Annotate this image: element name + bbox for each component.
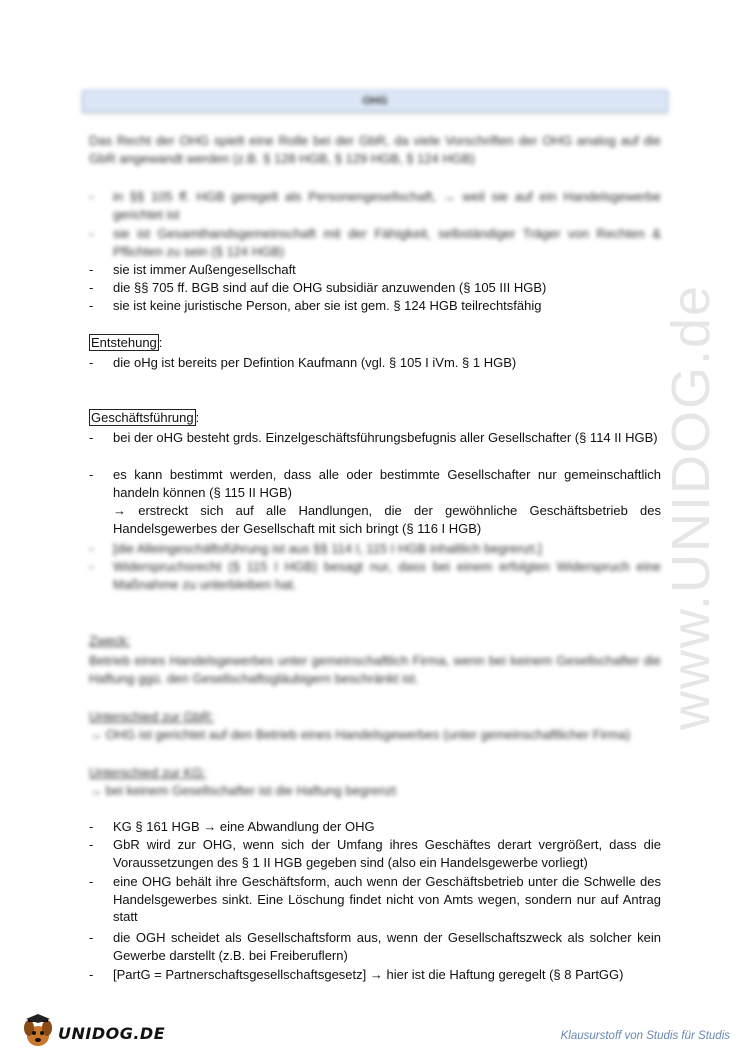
dog-icon bbox=[20, 1014, 56, 1050]
heading-unterschied-gbr: Unterschied zur GbR: bbox=[89, 709, 214, 724]
unterschied-kg-text: → bei keinem Gesellschafter ist die Haftung begrenzt bbox=[89, 783, 397, 798]
intro-paragraph: Das Recht der OHG spielt eine Rolle bei der GbR, da viele Vorschriften der OHG analog auf die GbR angewandt werden (z.B. § 128 HGB, § 129 HGB, § 124 HGB) bbox=[89, 133, 661, 166]
section-title: OHG bbox=[82, 90, 668, 112]
logo-text: UNIDOG.DE bbox=[58, 1024, 166, 1043]
heading-zweck: Zweck: bbox=[89, 633, 131, 648]
watermark: www.UNIDOG.de bbox=[661, 283, 721, 730]
footer-tagline: Klausurstoff von Studis für Studis bbox=[560, 1030, 730, 1042]
document-page: www.UNIDOG.de OHG Das Recht der OHG spielt eine Rolle bei der GbR, da viele Vorschriften der OHG analog auf die GbR angewandt werden (z.B. § 128 HGB, § 129 HGB, § 124 HGB) - in §§ 105 ff. HGB geregelt als Personengesellschaft, → weil sie auf ein Handelsgewerbe gerichtet ist - sie ist Gesamthandsgemeinschaft mit der Fähigkeit, selbständiger Träger von Rechten & Pflichten zu sein (§ 124 HGB) - sie ist immer Außengesellschaft - die §§ 705 ff. BGB sind auf die OHG subsidiär anzuwenden (§ 105 III HGB) - sie ist keine juristische Person, aber sie ist gem. § 124 HGB teilrechtsfähig Entstehung : - die oHg ist bereits per Defintion Kaufmann (vgl. § 105 I iVm. § 1 HGB) Geschäftsführung : - bei der oHG besteht grds. Einzelgeschäftsführungsbefugnis aller Gesellschafter (§ 114 II HGB) - es kann bestimmt werden, dass alle oder bestimmte Gesellschafter nur gemeinschaftlich handeln können (§ 115 II HGB) → erstreckt sich auf alle Handlungen, die der gewöhnliche Geschäftsbetrieb des Handelsgewerbes der Gesellschaft mit sich bringt (§ 116 I HGB) - [die Alleingeschäftsführung ist aus §§ 114 I, 115 I HGB inhaltlich begrenzt.] - Widerspruchsrecht (§ 115 I HGB) besagt nur, dass bei einem erfolgten Widerspruch eine Maßnahme zu unterbleiben hat. Zweck: Betrieb eines Handelsgewerbes unter gemeinschaftlich Firma, wenn bei keinem Gesellschafter die Haftung ggü. den Gesellschaftsgläubigern beschränkt ist. Unterschied zur GbR: → OHG ist gerichtet auf den Betrieb eines Handelsgewerbes (unter gemeinschaftlicher Firma) Unterschied zur KG: → bei keinem Gesellschafter ist die Haftung begrenzt - KG § 161 HGB → eine Abwandlung der OHG - GbR wird zur OHG, wenn sich der Umfang ihres Geschäftes derart vergrößert, dass die Voraussetzungen des § 1 II HGB gegeben sind (also ein Handelsgewerbe vorliegt) - eine OHG behält ihre Geschäftsform, auch wenn der Geschäftsbetrieb unter die Schwelle des Handelsgewerbes sinkt. Eine Löschung findet nicht von Amts wegen, sondern nur auf Antrag statt - die OGH scheidet als Gesellschaftsform aus, wenn der Gesellschaftszweck als solcher kein Gewerbe darstellt (z.B. bei Freiberuflern) - [PartG = Partnerschaftsgesellschaftsgesetz] → hier ist die Haftung geregelt (§ 8 PartGG) UNIDOG.DE Klausurstoff von Studis für Studis bbox=[0, 0, 750, 1059]
heading-geschaeftsfuehrung: Geschäftsführung : bbox=[91, 410, 200, 425]
unidog-logo bbox=[20, 1014, 170, 1054]
unterschied-gbr-text: → OHG ist gerichtet auf den Betrieb eines Handelsgewerbes (unter gemeinschaftlicher Firma) bbox=[89, 727, 631, 742]
heading-unterschied-kg: Unterschied zur KG: bbox=[89, 765, 207, 780]
list-subitem: → erstreckt sich auf alle Handlungen, die der gewöhnliche Geschäftsbetrieb des Handelsgewerbes der Gesellschaft mit sich bringt (§ 116 I HGB) bbox=[113, 503, 661, 536]
zweck-text: Betrieb eines Handelsgewerbes unter gemeinschaftlich Firma, wenn bei keinem Gesellschafter die Haftung ggü. den Gesellschaftsgläubigern beschränkt ist. bbox=[89, 653, 661, 686]
heading-entstehung: Entstehung : bbox=[91, 335, 163, 350]
